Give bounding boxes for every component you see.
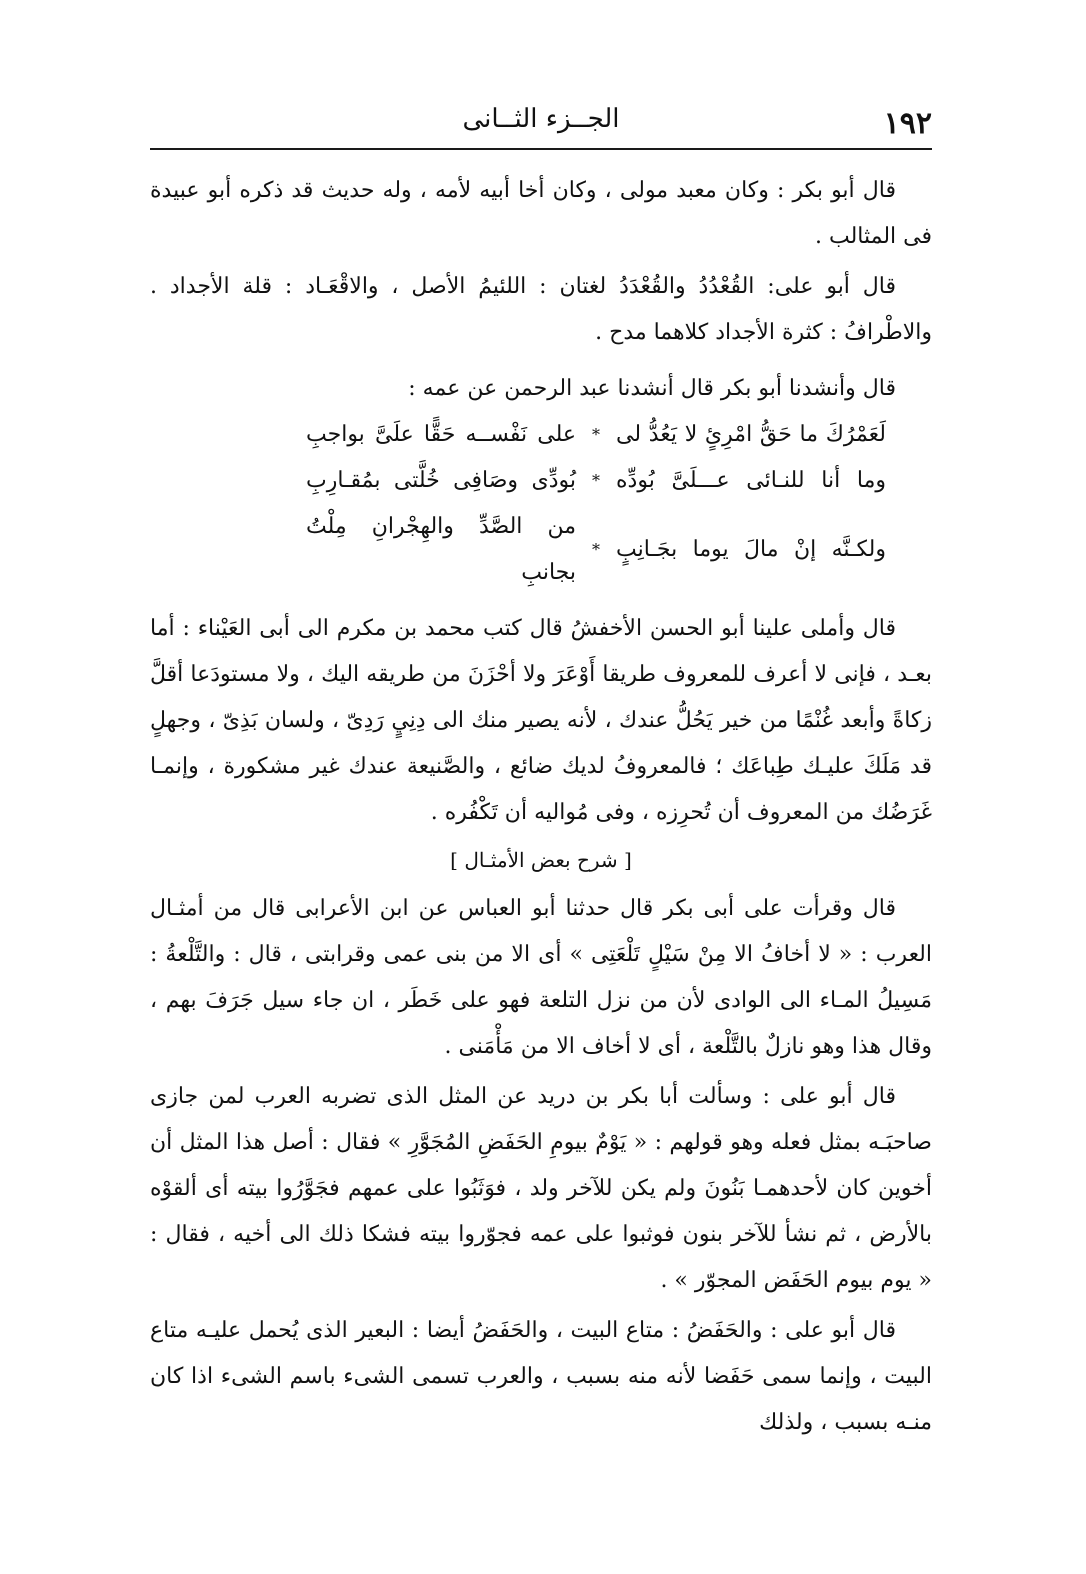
verse-separator: * <box>592 471 600 490</box>
part-title: الجــزء الثــانى <box>462 104 620 134</box>
verse-first-hemistich: ولكـنَّه إنْ مالَ يوما بجَـانِبٍ <box>616 537 886 562</box>
verse-line <box>150 458 932 504</box>
verse-second-hemistich: من الصَّدِّ والهِجْرانِ مِلْتُ بجانبِ <box>306 514 576 585</box>
paragraph: قال أبو على : وسألت أبا بكر بن دريد عن المثل الذى تضربه العرب لمن جازى صاحبَـه بمثل فعله وهو قولهم : « يَوْمٌ بيومِ الحَفَضِ المُجَوَّرِ » فقال : أصل هذا المثل أن أخوين كان لأحدهمـا بَنُونَ ولم يكن للآخر ولد ، فوَثَبُوا على عمهم فجَوَّرُوا بيته أى ألقوْه بالأرض ، ثم نشأ للآخر بنون فوثبوا على عمه فجوّروا بيته فشكا ذلك الى أخيه ، فقال : « يوم بيوم الحَفَض المجوّر » . <box>150 1084 932 1293</box>
verse-line <box>150 412 932 458</box>
verse-second-hemistich: بُودِّى وصَافِى خُلَّتى بمُقـارِبِ <box>306 468 576 493</box>
section-heading: [ شرح بعض الأمثـال ] <box>450 848 632 872</box>
paragraph: قال وقرأت على أبى بكر قال حدثنا أبو العباس عن ابن الأعرابى قال من أمثـال العرب : « لا أخافُ الا مِنْ سَيْلٍ تَلْعَتِى » أى الا من بنى عمى وقرابتى ، قال : والتَّلْعةُ : مَسِيلُ المـاء الى الوادى لأن من نزل التلعة فهو على خَطَر ، ان جاء سيل جَرَفَ بهم ، وقال هذا وهو نازلٌ بالتَّلْعة ، أى لا أخاف الا من مَأْمَنى . <box>150 896 932 1059</box>
verse-first-hemistich: وما أنا للنـائى عـــلَىَّ بُودِّه <box>616 468 886 493</box>
verse-line <box>150 504 932 596</box>
running-head <box>150 96 932 150</box>
book-page <box>150 96 932 1516</box>
page-number: ١٩٢ <box>883 106 932 141</box>
paragraph: قال وأملى علينا أبو الحسن الأخفشُ قال كتب محمد بن مكرم الى أبى العَيْناء : أما بعـد ، فإنى لا أعرف للمعروف طريقا أَوْعَرَ ولا أحْزَنَ من طريقه اليك ، ولا مستودَعا أقلَّ زكاةً وأبعد غُنْمًا من خير يَحُلُّ عندك ، لأنه يصير منك الى دِنِيٍ رَدِىّ ، ولسان بَذِىّ ، وجهلٍ قد مَلَكَ عليـك طِباعَك ؛ فالمعروفُ لديك ضائع ، والصَّنيعة عندك غير مشكورة ، وإنمـا غَرَضُك من المعروف أن تُحرِزه ، وفى مُواليه أن تَكْفُره . <box>150 616 932 825</box>
verse-second-hemistich: على نَفْســه حَقًّا علَىَّ بواجبِ <box>306 422 576 447</box>
poem-verses <box>150 412 932 596</box>
verse-separator: * <box>592 425 600 444</box>
paragraph: قال أبو على : والحَفَضُ : متاع البيت ، والحَفَضُ أيضا : البعير الذى يُحمل عليـه متاع البيت ، وإنما سمى حَفَضا لأنه منه بسبب ، والعرب تسمى الشىء باسم الشىء اذا كان منـه بسبب ، ولذلك <box>150 1318 932 1435</box>
verse-first-hemistich: لَعَمْرُكَ ما حَقُّ امْرِئٍ لا يَعُدُّ لى <box>616 422 886 447</box>
paragraph: قال أبو على: القُعْدُدُ والقُعْدَدُ لغتان : اللئيمُ الأصل ، والاقْعَـاد : قلة الأجداد . والاطْرافُ : كثرة الأجداد كلاهما مدح . <box>150 274 932 345</box>
body-text <box>150 168 932 1446</box>
verse-separator: * <box>592 540 600 559</box>
poem-intro: قال وأنشدنا أبو بكر قال أنشدنا عبد الرحمن عن عمه : <box>408 376 896 401</box>
paragraph: قال أبو بكر : وكان معبد مولى ، وكان أخا أبيه لأمه ، وله حديث قد ذكره أبو عبيدة فى المثالب . <box>150 178 932 249</box>
